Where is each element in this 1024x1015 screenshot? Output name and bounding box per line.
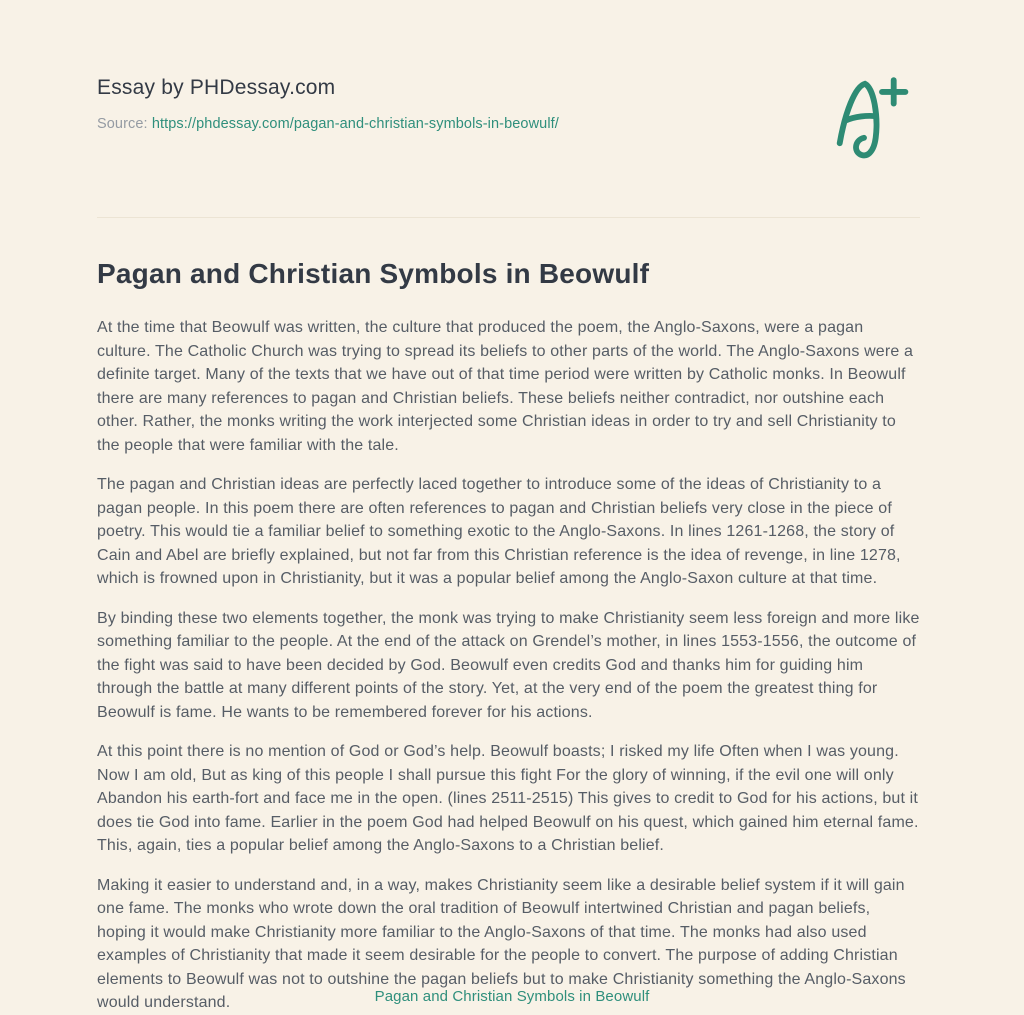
essay-paragraph: The pagan and Christian ideas are perfectly laced together to introduce some of the ideas of Christianity to a pagan people. In this poem there are often references to pagan and Christian beliefs very close in the piece of poetry. This would tie a familiar belief to something exotic to the Anglo-Saxons. In lines 1261-1268, the story of Cain and Abel are briefly explained, but not far from this Christian reference is the idea of revenge, in line 1278, which is frowned upon in Christianity, but it was a popular belief among the Anglo-Saxon culture at that time. [97, 476, 901, 587]
essay-title: Pagan and Christian Symbols in Beowulf [97, 258, 650, 289]
essay-paragraph: By binding these two elements together, the monk was trying to make Christianity seem less foreign and more like something familiar to the people. At the end of the attack on Grendel’s mother, in lines 1553-1556, the outcome of the fight was said to have been decided by God. Beowulf even credits God and thanks him for guiding him through the battle at many different points of the story. Yet, at the very end of the poem the greatest thing for Beowulf is fame. He wants to be remembered forever for his actions. [97, 609, 920, 721]
header-divider [97, 217, 920, 218]
source-line [97, 116, 559, 132]
essay-body [97, 316, 920, 1015]
phdessay-a-plus-logo-icon [828, 70, 918, 171]
footer-title-link[interactable]: Pagan and Christian Symbols in Beowulf [374, 988, 650, 1005]
essay-paragraph: At the time that Beowulf was written, the culture that produced the poem, the Anglo-Saxons, were a pagan culture. The Catholic Church was trying to spread its beliefs to other parts of the world. The Anglo-Saxons were a definite target. Many of the texts that we have out of that time period were written by Catholic monks. In Beowulf there are many references to pagan and Christian beliefs. These beliefs neither contradict, nor outshine each other. Rather, the monks writing the work interjected some Christian ideas in order to try and sell Christianity to the people that were familiar with the tale. [97, 319, 914, 454]
page-footer [0, 988, 1024, 1006]
essay-paragraph: Making it easier to understand and, in a way, makes Christianity seem like a desirable belief system if it will gain one fame. The monks who wrote down the oral tradition of Beowulf intertwined Christian and pagan beliefs, hoping it would make Christianity more familiar to the Anglo-Saxons of that time. The monks had also used examples of Christianity that made it seem desirable for the people to convert. The purpose of adding Christian elements to Beowulf was not to outshine the pagan beliefs but to make Christianity something the Anglo-Saxons would understand. [97, 876, 906, 1011]
source-label: Source: [97, 116, 148, 132]
page-header [97, 76, 920, 171]
header-text-block [97, 76, 559, 132]
source-url-link[interactable]: https://phdessay.com/pagan-and-christian-symbols-in-beowulf/ [151, 116, 559, 132]
essay-byline: Essay by PHDessay.com [97, 76, 336, 99]
essay-paragraph: At this point there is no mention of God or God’s help. Beowulf boasts; I risked my life Often when I was young. Now I am old, But as king of this people I shall pursue this fight For the glory of winning, if the evil one will only Abandon his earth-fort and face me in the open. (lines 2511-2515) This gives to credit to God for his actions, but it does tie God into fame. Earlier in the poem God had helped Beowulf on his quest, which gained him eternal fame. This, again, ties a popular belief among the Anglo-Saxons to a Christian belief. [97, 743, 919, 854]
